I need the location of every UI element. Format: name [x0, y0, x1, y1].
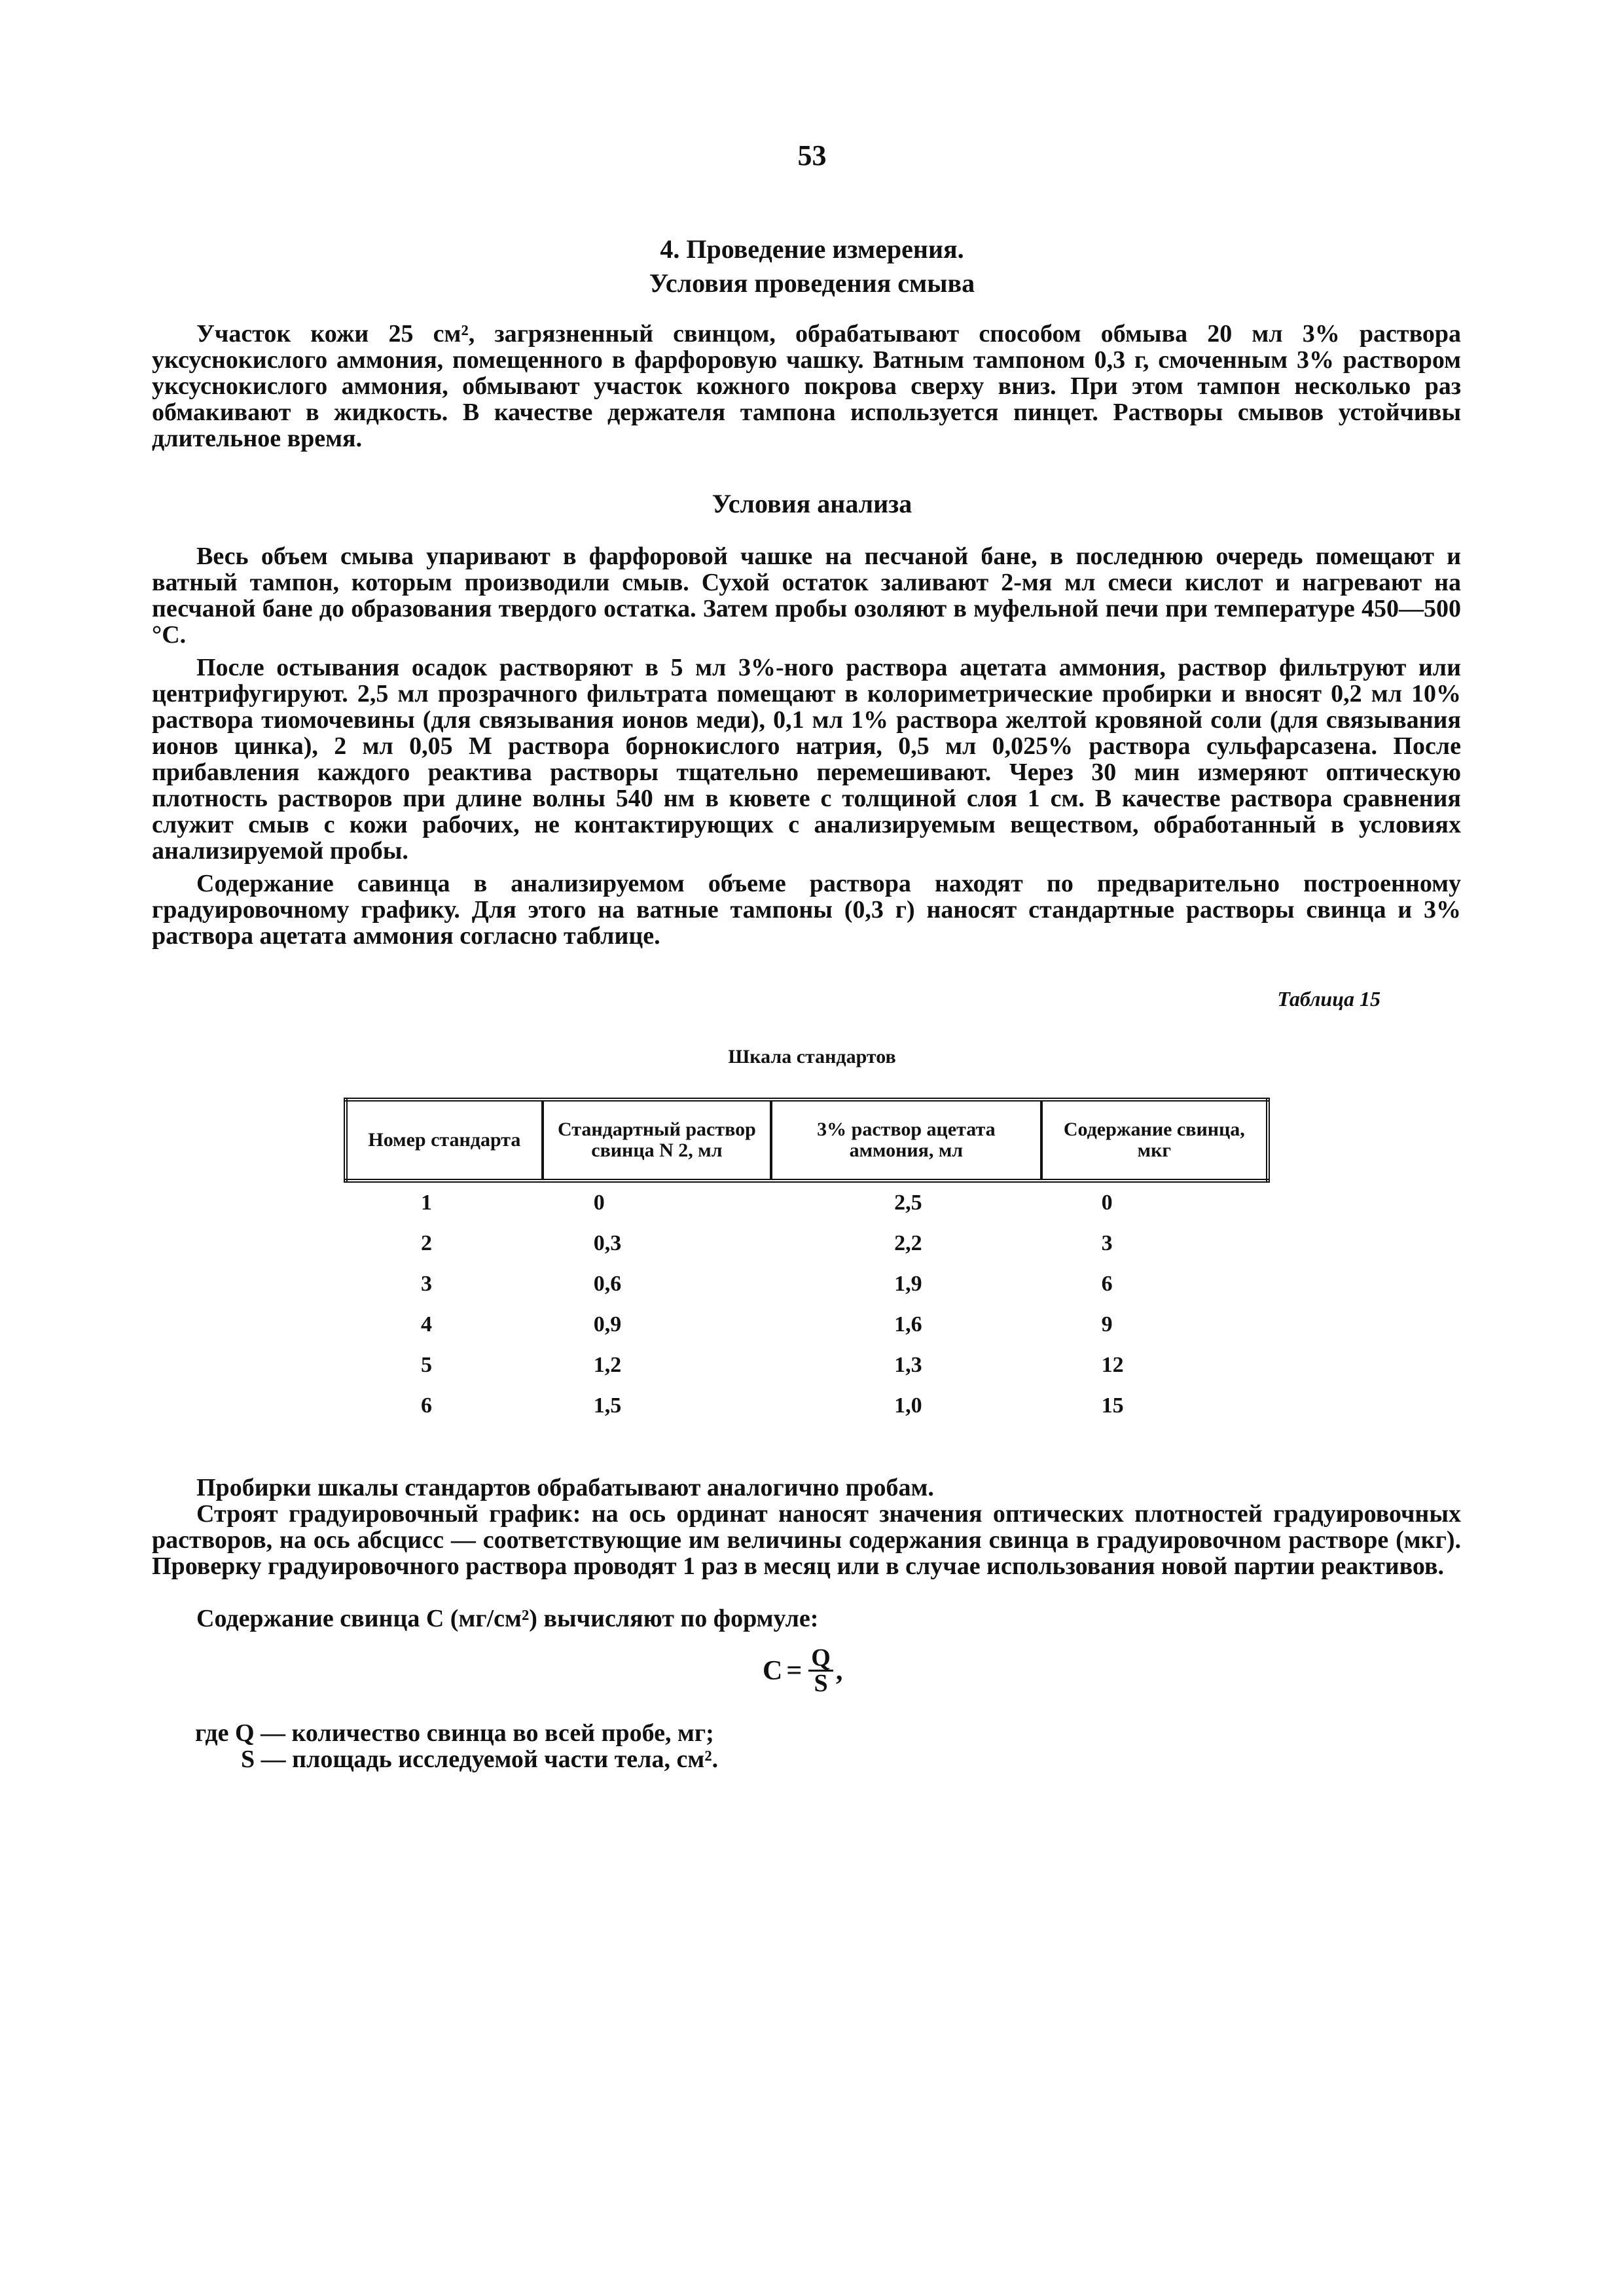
table-row [346, 1264, 1268, 1304]
standards-table [344, 1098, 1270, 1426]
header-lead-solution: Стандартный раствор свинца N 2, мл [543, 1100, 771, 1181]
cell-lead-solution: 0,6 [593, 1272, 622, 1296]
header-ammonium-acetate: 3% раствор ацетата аммония, мл [771, 1100, 1041, 1181]
formula [763, 1646, 842, 1695]
cell-acetate: 1,0 [894, 1393, 922, 1418]
cell-lead-content: 6 [1101, 1272, 1113, 1296]
paragraph-formula-intro: Содержание свинца С (мг/см²) вычисляют по формуле: [196, 1605, 819, 1632]
paragraph-wash-conditions: Участок кожи 25 см², загрязненный свинцом, обрабатывают способом обмыва 20 мл 3% раствора уксуснокислого аммония, помещенного в фарфоровую чашку. Ватным тампоном 0,3 г, смоченным 3% раствором уксуснокислого аммония, обмывают участок кожного покрова сверху вниз. При этом тампон несколько раз обмакивают в жидкость. В качестве держателя тампона используется пинцет. Растворы смывов устойчивы длительное время. [152, 320, 1461, 452]
formula-fraction [808, 1646, 833, 1695]
table-title: Шкала стандартов [728, 1046, 896, 1067]
cell-lead-solution: 1,2 [593, 1353, 622, 1377]
cell-acetate: 1,9 [894, 1272, 922, 1296]
cell-number: 4 [421, 1312, 432, 1336]
cell-acetate: 1,3 [894, 1353, 922, 1377]
table-row [346, 1345, 1268, 1386]
definition-s: S — площадь исследуемой части тела, см². [241, 1746, 719, 1773]
cell-number: 3 [421, 1272, 432, 1296]
paragraph-dissolution: После остывания осадок растворяют в 5 мл 3%-ного раствора ацетата аммония, раствор фильтруют или центрифугируют. 2,5 мл прозрачного фильтрата помещают в колориметрические пробирки и вносят 0,2 мл 10% раствора тиомочевины (для связывания ионов меди), 0,1 мл 1% раствора желтой кровяной соли (для связывания ионов цинка), 2 мл 0,05 М раствора борнокислого натрия, 0,5 мл 0,025% раствора сульфарсазена. После прибавления каждого реактива растворы тщательно перемешивают. Через 30 мин измеряют оптическую плотность растворов при длине волны 540 нм в кювете с толщиной слоя 1 см. В качестве раствора сравнения служит смыв с кожи рабочих, не контактирующих с анализируемым веществом, обработанный в условиях анализируемой пробы. [152, 654, 1461, 865]
section-heading [0, 232, 1624, 300]
definition-q: где Q — количество свинца во всей пробе, мг; [195, 1719, 714, 1747]
cell-lead-content: 12 [1101, 1353, 1124, 1377]
cell-number: 1 [421, 1191, 432, 1215]
subheading-analysis-conditions: Условия анализа [712, 489, 912, 518]
cell-lead-content: 9 [1101, 1312, 1113, 1336]
cell-number: 5 [421, 1353, 432, 1377]
section-heading-line2: Условия проведения смыва [649, 268, 975, 298]
table-header-row [346, 1100, 1268, 1181]
table-row [346, 1181, 1268, 1223]
paragraph-standards-processing: Пробирки шкалы стандартов обрабатывают аналогично пробам. [196, 1474, 934, 1501]
page-number: 53 [797, 139, 827, 171]
cell-number: 6 [421, 1393, 432, 1418]
cell-acetate: 2,5 [894, 1191, 922, 1215]
cell-lead-solution: 0,9 [593, 1312, 622, 1336]
paragraph-calibration-intro: Содержание савинца в анализируемом объеме раствора находят по предварительно построенному градуировочному графику. Для этого на ватные тампоны (0,3 г) наносят стандартные растворы свинца и 3% раствора ацетата аммония согласно таблице. [152, 870, 1461, 950]
table-row [346, 1304, 1268, 1345]
cell-acetate: 1,6 [894, 1312, 922, 1336]
cell-number: 2 [421, 1231, 432, 1255]
table-label: Таблица 15 [1277, 987, 1380, 1011]
formula-denominator: S [814, 1670, 828, 1697]
cell-lead-solution: 0,3 [593, 1231, 622, 1255]
paragraph-evaporation: Весь объем смыва упаривают в фарфоровой чашке на песчаной бане, в последнюю очередь помещают и ватный тампон, которым производили смыв. Сухой остаток заливают 2-мя мл смеси кислот и нагревают на песчаной бане до образования твердого остатка. Затем пробы озоляют в муфельной печи при температуре 450—500 °С. [152, 543, 1461, 649]
formula-numerator: Q [808, 1646, 833, 1672]
paragraph-calibration-graph: Строят градуировочный график: на ось ординат наносят значения оптических плотностей градуировочных растворов, на ось абсцисс — соответствующие им величины содержания свинца в градуировочном растворе (мкг). Проверку градуировочного раствора проводят 1 раз в месяц или в случае использования новой партии реактивов. [152, 1500, 1461, 1580]
section-heading-line1: 4. Проведение измерения. [660, 234, 964, 264]
cell-lead-content: 0 [1101, 1191, 1113, 1215]
formula-lhs: С [763, 1655, 783, 1686]
cell-acetate: 2,2 [894, 1231, 922, 1255]
cell-lead-content: 15 [1101, 1393, 1124, 1418]
header-standard-number: Номер стандарта [346, 1100, 543, 1181]
cell-lead-solution: 1,5 [593, 1393, 622, 1418]
formula-tail: , [835, 1655, 843, 1686]
table-row [346, 1386, 1268, 1426]
cell-lead-solution: 0 [593, 1191, 605, 1215]
table-row [346, 1223, 1268, 1264]
formula-equals: = [786, 1655, 803, 1686]
cell-lead-content: 3 [1101, 1231, 1113, 1255]
header-lead-content: Содержание свинца, мкг [1041, 1100, 1268, 1181]
